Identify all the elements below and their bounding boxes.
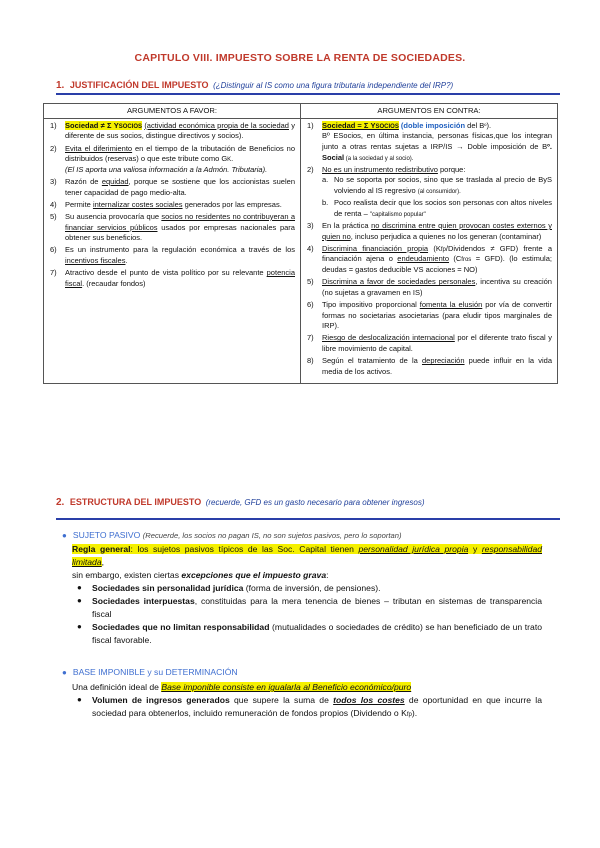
page-title: CAPITULO VIII. IMPUESTO SOBRE LA RENTA DE SOCIEDADES.	[134, 52, 466, 64]
section-2-rule	[56, 518, 560, 520]
excepciones-intro: sin embargo, existen ciertas excepciones que el impuesto grava:	[72, 570, 329, 581]
contra-item-7: 7) Riesgo de deslocalización internacional por el diferente trato fiscal y libre movimiento de capital.	[307, 333, 552, 354]
sujeto-pasivo-note: (Recuerde, los socios no pagan IS, no son sujetos pasivos, pero lo soportan)	[142, 531, 402, 540]
bullet-icon: ●	[62, 531, 67, 540]
arguments-table	[43, 103, 558, 384]
bullet-icon: ●	[62, 668, 67, 677]
base-imponible-heading: ● BASE IMPONIBLE y su DETERMINACIÓN	[62, 667, 238, 677]
section-2-label: ESTRUCTURA DEL IMPUESTO	[69, 497, 202, 507]
section-2-note: (recuerde, GFD es un gasto necesario para obtener ingresos)	[205, 498, 425, 507]
section-1-rule	[56, 93, 560, 95]
section-2-number: 2.	[56, 497, 65, 508]
favor-item-6: 6) Es un instrumento para la regulación económica a través de los incentivos fiscales.	[50, 245, 295, 265]
contra-column	[301, 118, 558, 383]
favor-item-5: 5) Su ausencia provocaría que socios no residentes no contribuyeran a financiar servicios públicos usados por empresas nacionales para obtener sus beneficios.	[50, 211, 295, 243]
sujeto-pasivo-body	[72, 543, 542, 648]
regla-general: Regla general: los sujetos pasivos típicos de las Soc. Capital tienen personalidad jurídica propia y responsabilidad limitada,	[72, 544, 543, 568]
favor-item-7: 7) Atractivo desde el punto de vista político por su relevante potencia fiscal. (recaudar fondos)	[50, 268, 295, 288]
favor-header: ARGUMENTOS A FAVOR:	[44, 104, 301, 119]
section-2-heading	[56, 497, 425, 508]
favor-item-2: 2) Evita el diferimiento en el tiempo de la tributación de Beneficios no distribuidos (reservas) o que este tribute como GK. (El IS aporta una valiosa información a la Admón. Tributaria).	[50, 143, 295, 174]
section-1-number: 1.	[56, 80, 65, 91]
contra-item-6: 6) Tipo impositivo proporcional fomenta la elusión por vía de convertir formas no societarias asocietarias (para eludir tipos marginales de IRP).	[307, 300, 552, 331]
favor-column	[44, 118, 301, 383]
section-1-note: (¿Distinguir al IS como una figura tributaria independiente del IRP?)	[213, 81, 454, 90]
contra-item-1: 1) Sociedad = Σ YSOCIOS (doble imposición del Bº). Bº ESocios, en última instancia, personas físicas,que los integran junto a otras rentas sujetas a IRP/IS → Doble imposición de Bº. Social (a la sociedad y al socio).	[307, 120, 552, 162]
exception-item-2: ● Sociedades interpuestas, constituidas para la mera tenencia de bienes – tributan en sistemas de transparencia fiscal	[72, 595, 542, 621]
contra-item-2a: a. No se soporta por socios, sino que se traslada al precio de ByS volviendo al IS regresivo (al consumidor).	[322, 175, 552, 196]
contra-item-8: 8) Según el tratamiento de la depreciación puede influir en la vida media de los activos.	[307, 356, 552, 376]
favor-item-4: 4) Permite internalizar costes sociales generados por las empresas.	[50, 199, 282, 209]
exception-item-3: ● Sociedades que no limitan responsabilidad (mutualidades o sociedades de crédito) se han beneficiado de un trato fiscal favorable.	[72, 621, 542, 647]
contra-item-5: 5) Discrimina a favor de sociedades personales, incentiva su creación (no sujetas a gravamen en IS)	[307, 277, 552, 297]
contra-item-2b: b. Poco realista decir que los socios son personas con altos niveles de renta – "capitalismo popular"	[322, 198, 552, 218]
contra-item-4: 4) Discrimina financiación propia (Kfp/Dividendos ≠ GFD) frente a financiación ajena o endeudamiento (Cfros = GFD). (lo estimula; deudas = gastos deducible VS acciones = NO)	[307, 243, 552, 275]
sujeto-pasivo-heading: ● SUJETO PASIVO (Recuerde, los socios no pagan IS, no son sujetos pasivos, pero lo soportan)	[62, 530, 402, 540]
favor-item-3: 3) Razón de equidad, porque se sostiene que los accionistas suelen tener capacidad de pago medio-alta.	[50, 176, 295, 197]
volumen-ingresos-item: ● Volumen de ingresos generados que supere la suma de todos los costes de oportunidad en que incurre la sociedad para obtenerlos, incluido remuneración de fondos propios (Dividendo o Kfp).	[72, 694, 542, 720]
contra-header: ARGUMENTOS EN CONTRA:	[301, 104, 558, 119]
base-imponible-definition: Una definición ideal de Base imponible consiste en igualarla al Beneficio económico/puro	[72, 682, 412, 692]
exception-item-1: ● Sociedades sin personalidad jurídica (forma de inversión, de pensiones).	[72, 582, 542, 595]
section-1-label: JUSTIFICACIÓN DEL IMPUESTO	[69, 80, 209, 90]
favor-item-1: 1) Sociedad ≠ Σ YSOCIOS (actividad económica propia de la sociedad y diferente de sus socios, distingue directivos y socios).	[50, 120, 295, 141]
section-1-heading	[56, 80, 453, 91]
contra-item-2: 2) No es un instrumento redistributivo porque: a. No se soporta por socios, sino que se traslada al precio de ByS volviendo al IS regresivo (al consumidor). b. Poco realista decir que los socios son personas con altos niveles de renta – "capitalismo popular"	[307, 164, 552, 218]
contra-item-3: 3) En la práctica no discrimina entre quien provocan costes externos y quien no, incluso perjudica a quienes no los generan (contaminar)	[307, 221, 552, 241]
base-imponible-body	[72, 681, 542, 720]
